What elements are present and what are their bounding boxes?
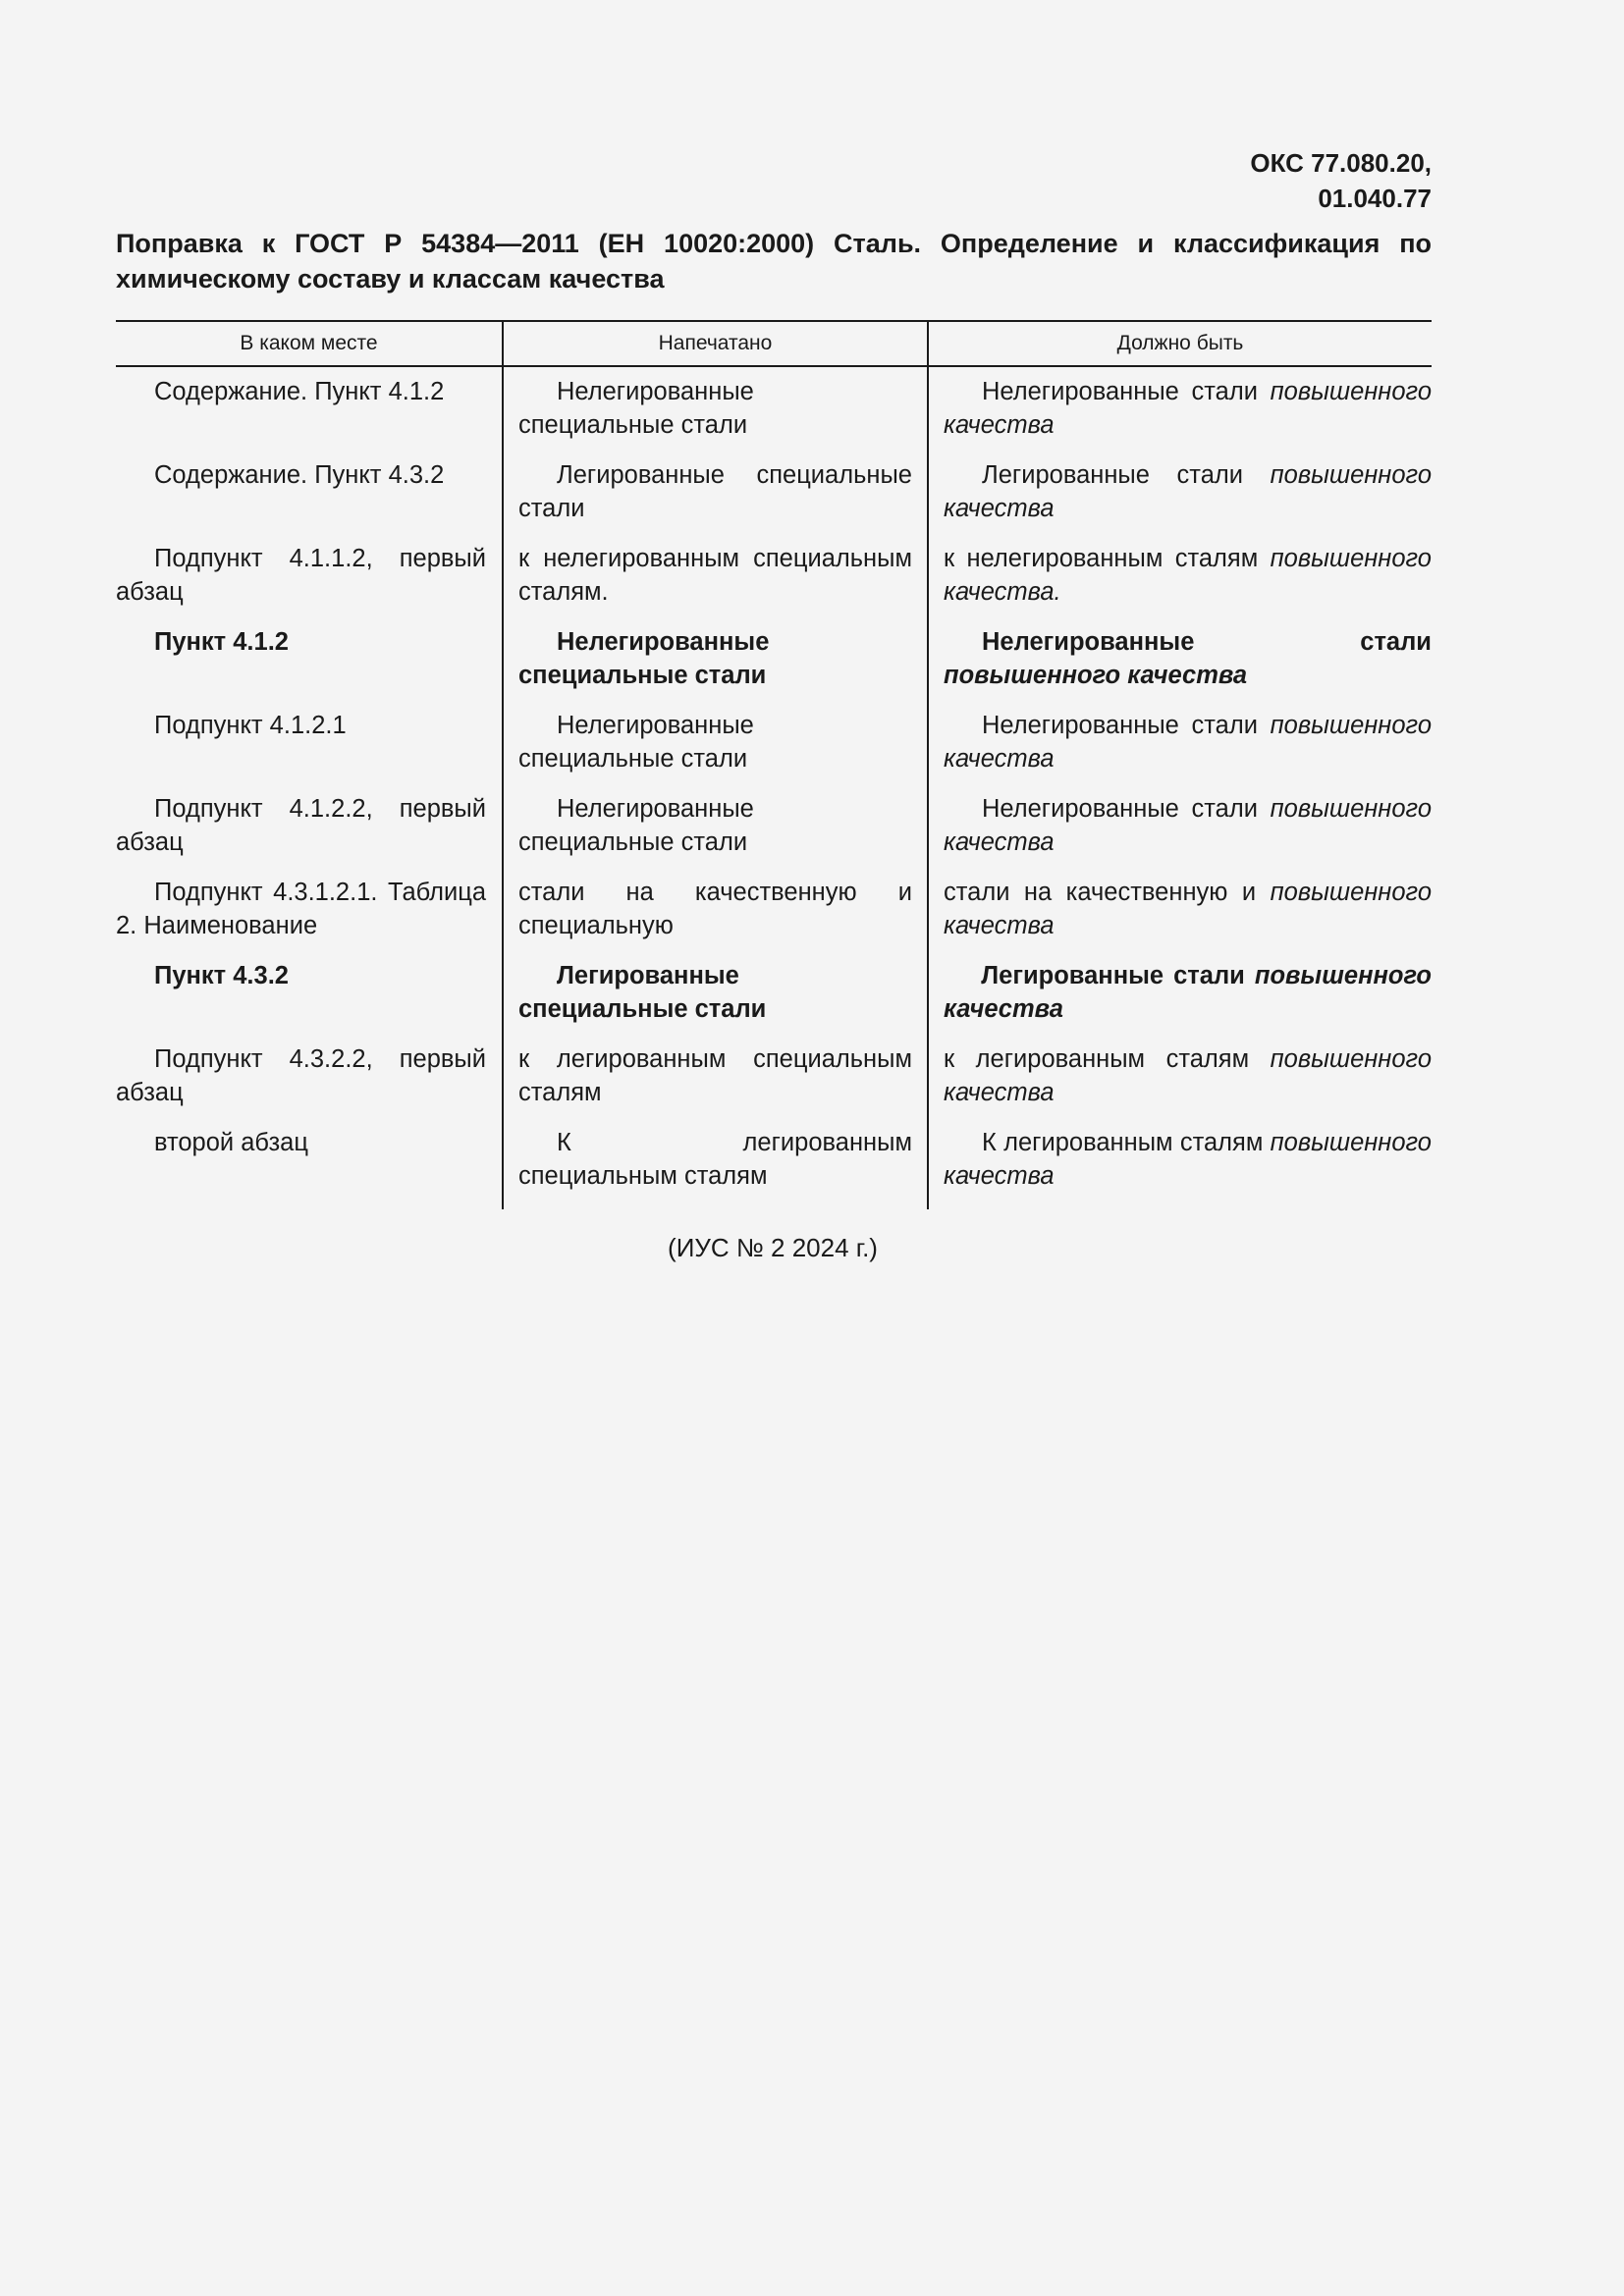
cell-should-be-italic: повышенного качества [944, 1129, 1432, 1190]
cell-should-be-italic: повышенного качества [944, 795, 1432, 856]
cell-printed: к легированным специальным сталям [518, 1045, 912, 1106]
cell-printed: к нелегированным специальным сталям. [518, 545, 912, 606]
cell-should-be [944, 458, 1432, 525]
oks-code [1250, 145, 1432, 216]
cell-should-be-plain: стали на качественную и [944, 879, 1257, 906]
cell-where: Содержание. Пункт 4.3.2 [154, 461, 445, 489]
amendment-title: Поправка к ГОСТ Р 54384—2011 (ЕН 10020:2000) Сталь. Определение и классификация по химическому составу и классам качества [116, 229, 1432, 294]
cell-should-be-plain: к нелегированным сталям [944, 545, 1259, 572]
cell-where: Пункт 4.1.2 [154, 628, 289, 656]
cell-should-be [944, 876, 1432, 942]
cell-should-be-plain: Нелегированные стали [982, 378, 1258, 405]
table-row [116, 625, 1432, 709]
cell-printed: К легированным специальным сталям [518, 1129, 912, 1190]
cell-where: Подпункт 4.3.2.2, первый абзац [116, 1045, 486, 1106]
table-row [116, 959, 1432, 1042]
source-reference: (ИУС № 2 2024 г.) [668, 1233, 878, 1262]
cell-where: Пункт 4.3.2 [154, 962, 289, 989]
cell-should-be-italic: повышенного качества [944, 378, 1432, 439]
table-row [116, 366, 1432, 458]
cell-should-be [944, 542, 1432, 609]
cell-printed: Нелегированные специальные стали [518, 712, 754, 773]
cell-printed: Нелегированные специальные стали [518, 628, 770, 689]
cell-should-be [944, 959, 1432, 1026]
cell-should-be-plain: Нелегированные стали [982, 795, 1258, 823]
cell-should-be [944, 709, 1432, 775]
cell-should-be-italic: повышенного качества [944, 1045, 1432, 1106]
cell-where: Подпункт 4.3.1.2.1. Таблица 2. Наименование [116, 879, 486, 939]
header-printed: Напечатано [503, 321, 928, 366]
cell-printed: Нелегированные специальные стали [518, 378, 754, 439]
cell-should-be-italic: повышенного качества [944, 962, 1432, 1023]
amendment-table [116, 320, 1432, 1209]
oks-code-line-1: ОКС 77.080.20, [1250, 148, 1432, 178]
cell-should-be [944, 792, 1432, 859]
table-row [116, 458, 1432, 542]
cell-should-be [944, 1042, 1432, 1109]
cell-printed: Легированные специальные стали [518, 461, 912, 522]
cell-should-be [944, 625, 1432, 692]
cell-should-be-italic: повышенного качества [944, 879, 1432, 939]
cell-printed: стали на качественную и специальную [518, 879, 912, 939]
cell-should-be-plain: Нелегированные стали [982, 712, 1258, 739]
cell-where: Содержание. Пункт 4.1.2 [154, 378, 445, 405]
cell-should-be-italic: повышенного качества [944, 712, 1432, 773]
table-row [116, 1126, 1432, 1209]
cell-should-be-tail: . [1054, 578, 1061, 606]
table-row [116, 792, 1432, 876]
cell-should-be [944, 375, 1432, 442]
cell-printed: Легированные специальные стали [518, 962, 767, 1023]
oks-code-line-2: 01.040.77 [1318, 184, 1432, 213]
cell-should-be-plain: Нелегированные стали [982, 628, 1432, 656]
cell-should-be [944, 1126, 1432, 1193]
cell-should-be-italic: повышенного качества [944, 662, 1248, 689]
cell-where: второй абзац [154, 1129, 308, 1156]
cell-where: Подпункт 4.1.2.1 [154, 712, 347, 739]
cell-should-be-plain: к легированным сталям [944, 1045, 1250, 1073]
cell-where: Подпункт 4.1.2.2, первый абзац [116, 795, 486, 856]
cell-printed: Нелегированные специальные стали [518, 795, 754, 856]
table-row [116, 709, 1432, 792]
cell-should-be-italic: повышенного качества [944, 545, 1432, 606]
cell-should-be-plain: Легированные стали [982, 461, 1244, 489]
cell-where: Подпункт 4.1.1.2, первый абзац [116, 545, 486, 606]
table-row [116, 876, 1432, 959]
cell-should-be-plain: К легированным сталям [982, 1129, 1264, 1156]
cell-should-be-italic: повышенного качества [944, 461, 1432, 522]
header-where: В каком месте [116, 321, 503, 366]
cell-should-be-plain: Легированные стали [981, 962, 1245, 989]
header-should-be: Должно быть [928, 321, 1432, 366]
table-row [116, 1042, 1432, 1126]
table-row [116, 542, 1432, 625]
table-header-row [116, 321, 1432, 366]
